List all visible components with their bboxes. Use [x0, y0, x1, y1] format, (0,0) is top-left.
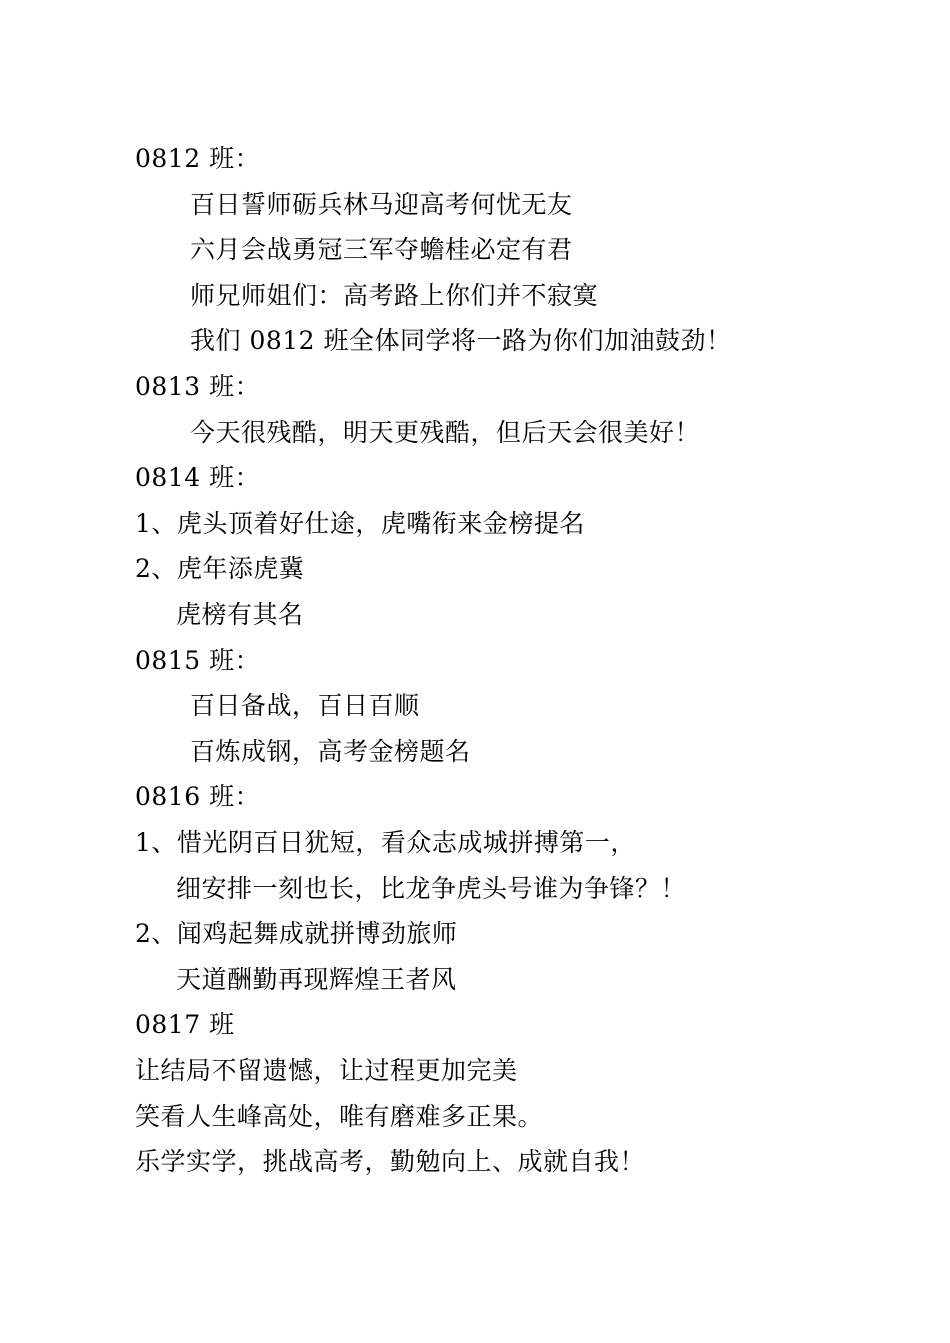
class-0813-line-1: 今天很残酷，明天更残酷，但后天会很美好！ — [190, 418, 701, 447]
class-0814-heading: 0814 班： — [135, 463, 261, 492]
class-0817-line-1: 让结局不留遗憾，让过程更加完美 — [135, 1056, 518, 1085]
class-0812-line-1: 百日誓师砺兵林马迎高考何忧无友 — [190, 190, 573, 219]
class-0816-line-4: 天道酬勤再现辉煌王者风 — [176, 965, 457, 994]
class-0815-heading: 0815 班： — [135, 646, 261, 675]
class-0812-line-2: 六月会战勇冠三军夺蟾桂必定有君 — [190, 235, 573, 264]
class-0814-line-3: 虎榜有其名 — [176, 600, 304, 629]
class-0812-line-3: 师兄师姐们：高考路上你们并不寂寞 — [190, 281, 599, 310]
class-0815-line-1: 百日备战，百日百顺 — [190, 691, 420, 720]
class-0812-heading: 0812 班： — [135, 144, 261, 173]
class-0816-line-2: 细安排一刻也长，比龙争虎头号谁为争锋？！ — [176, 874, 687, 903]
class-0817-heading: 0817 班 — [135, 1010, 235, 1039]
class-0813-heading: 0813 班： — [135, 372, 261, 401]
class-0817-line-2: 笑看人生峰高处，唯有磨难多正果。 — [135, 1102, 544, 1131]
class-0816-line-3: 2、闻鸡起舞成就拼博劲旅师 — [135, 919, 458, 948]
class-0814-line-2: 2、虎年添虎冀 — [135, 554, 305, 583]
class-0816-line-1: 1、惜光阴百日犹短，看众志成城拼搏第一， — [135, 828, 636, 857]
class-0816-heading: 0816 班： — [135, 782, 261, 811]
class-0814-line-1: 1、虎头顶着好仕途，虎嘴衔来金榜提名 — [135, 509, 585, 538]
class-0815-line-2: 百炼成钢，高考金榜题名 — [190, 737, 471, 766]
class-0817-line-3: 乐学实学，挑战高考，勤勉向上、成就自我！ — [135, 1147, 646, 1176]
class-0812-line-4: 我们 0812 班全体同学将一路为你们加油鼓劲！ — [190, 326, 732, 355]
